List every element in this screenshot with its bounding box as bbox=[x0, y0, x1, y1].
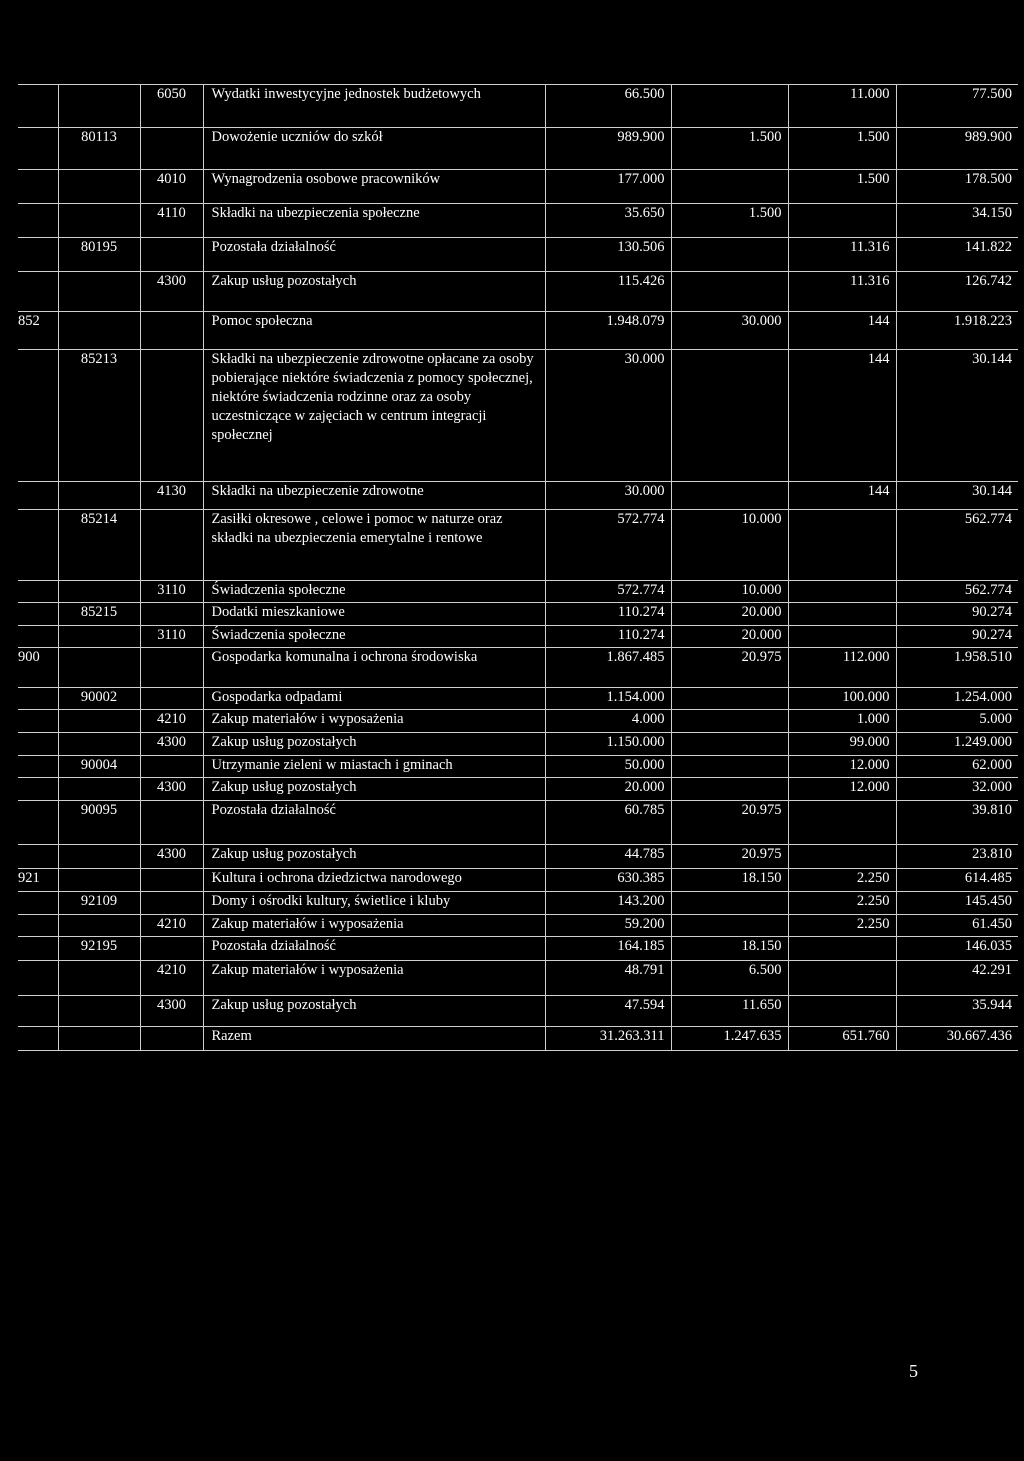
description-cell: Pomoc społeczna bbox=[203, 312, 545, 350]
decrease-cell: 20.000 bbox=[671, 626, 788, 648]
total-cell: 145.450 bbox=[896, 892, 1018, 915]
paragraf-cell bbox=[140, 128, 203, 170]
plan-cell: 630.385 bbox=[545, 869, 671, 892]
decrease-cell bbox=[671, 85, 788, 128]
decrease-cell: 1.500 bbox=[671, 204, 788, 238]
dzial-cell bbox=[18, 733, 58, 756]
total-cell: 178.500 bbox=[896, 170, 1018, 204]
dzial-cell bbox=[18, 915, 58, 937]
rozdzial-cell bbox=[58, 1027, 140, 1051]
rozdzial-cell: 85213 bbox=[58, 350, 140, 482]
description-cell: Świadczenia społeczne bbox=[203, 581, 545, 603]
paragraf-cell bbox=[140, 801, 203, 845]
description-cell: Zasiłki okresowe , celowe i pomoc w naturze oraz składki na ubezpieczenia emerytalne i rentowe bbox=[203, 510, 545, 581]
increase-cell bbox=[788, 204, 896, 238]
dzial-cell bbox=[18, 1027, 58, 1051]
plan-cell: 177.000 bbox=[545, 170, 671, 204]
rozdzial-cell bbox=[58, 312, 140, 350]
decrease-cell: 18.150 bbox=[671, 869, 788, 892]
decrease-cell: 30.000 bbox=[671, 312, 788, 350]
paragraf-cell: 4300 bbox=[140, 778, 203, 801]
plan-cell: 164.185 bbox=[545, 937, 671, 961]
description-cell: Utrzymanie zieleni w miastach i gminach bbox=[203, 756, 545, 778]
dzial-cell bbox=[18, 845, 58, 869]
plan-cell: 60.785 bbox=[545, 801, 671, 845]
increase-cell: 11.316 bbox=[788, 272, 896, 312]
description-cell: Pozostała działalność bbox=[203, 801, 545, 845]
total-cell: 146.035 bbox=[896, 937, 1018, 961]
increase-cell: 144 bbox=[788, 350, 896, 482]
increase-cell: 2.250 bbox=[788, 892, 896, 915]
decrease-cell: 20.000 bbox=[671, 603, 788, 626]
total-cell: 23.810 bbox=[896, 845, 1018, 869]
table-row bbox=[18, 778, 1018, 801]
increase-cell: 112.000 bbox=[788, 648, 896, 688]
table-row bbox=[18, 961, 1018, 996]
description-cell: Wynagrodzenia osobowe pracowników bbox=[203, 170, 545, 204]
table-row bbox=[18, 915, 1018, 937]
increase-cell: 11.000 bbox=[788, 85, 896, 128]
increase-cell: 651.760 bbox=[788, 1027, 896, 1051]
description-cell: Zakup usług pozostałych bbox=[203, 778, 545, 801]
increase-cell: 1.500 bbox=[788, 170, 896, 204]
rozdzial-cell bbox=[58, 482, 140, 510]
plan-cell: 115.426 bbox=[545, 272, 671, 312]
dzial-cell bbox=[18, 85, 58, 128]
description-cell: Razem bbox=[203, 1027, 545, 1051]
table-row bbox=[18, 626, 1018, 648]
rozdzial-cell: 90095 bbox=[58, 801, 140, 845]
dzial-cell bbox=[18, 961, 58, 996]
description-cell: Zakup usług pozostałych bbox=[203, 845, 545, 869]
rozdzial-cell bbox=[58, 996, 140, 1027]
total-cell: 30.144 bbox=[896, 482, 1018, 510]
table-row bbox=[18, 801, 1018, 845]
paragraf-cell bbox=[140, 648, 203, 688]
decrease-cell: 20.975 bbox=[671, 845, 788, 869]
table-row bbox=[18, 688, 1018, 710]
rozdzial-cell bbox=[58, 869, 140, 892]
total-cell: 562.774 bbox=[896, 510, 1018, 581]
table-row bbox=[18, 204, 1018, 238]
description-cell: Kultura i ochrona dziedzictwa narodowego bbox=[203, 869, 545, 892]
table-row bbox=[18, 581, 1018, 603]
description-cell: Zakup usług pozostałych bbox=[203, 272, 545, 312]
description-cell: Pozostała działalność bbox=[203, 937, 545, 961]
plan-cell: 47.594 bbox=[545, 996, 671, 1027]
table-row bbox=[18, 733, 1018, 756]
description-cell: Świadczenia społeczne bbox=[203, 626, 545, 648]
table-row bbox=[18, 869, 1018, 892]
decrease-cell bbox=[671, 710, 788, 733]
increase-cell: 2.250 bbox=[788, 869, 896, 892]
rozdzial-cell bbox=[58, 710, 140, 733]
decrease-cell: 20.975 bbox=[671, 648, 788, 688]
page-number: 5 bbox=[909, 1361, 918, 1381]
rozdzial-cell bbox=[58, 648, 140, 688]
total-cell: 35.944 bbox=[896, 996, 1018, 1027]
dzial-cell bbox=[18, 937, 58, 961]
plan-cell: 1.150.000 bbox=[545, 733, 671, 756]
total-cell: 39.810 bbox=[896, 801, 1018, 845]
table-row bbox=[18, 238, 1018, 272]
increase-cell: 144 bbox=[788, 312, 896, 350]
paragraf-cell: 4300 bbox=[140, 272, 203, 312]
increase-cell bbox=[788, 937, 896, 961]
total-cell: 126.742 bbox=[896, 272, 1018, 312]
table-body bbox=[18, 85, 1018, 1051]
total-cell: 614.485 bbox=[896, 869, 1018, 892]
increase-cell: 99.000 bbox=[788, 733, 896, 756]
rozdzial-cell bbox=[58, 85, 140, 128]
dzial-cell bbox=[18, 801, 58, 845]
increase-cell bbox=[788, 801, 896, 845]
table-row bbox=[18, 1027, 1018, 1051]
table-row bbox=[18, 892, 1018, 915]
increase-cell: 1.000 bbox=[788, 710, 896, 733]
total-cell: 141.822 bbox=[896, 238, 1018, 272]
plan-cell: 30.000 bbox=[545, 482, 671, 510]
plan-cell: 143.200 bbox=[545, 892, 671, 915]
plan-cell: 1.948.079 bbox=[545, 312, 671, 350]
decrease-cell: 10.000 bbox=[671, 510, 788, 581]
paragraf-cell: 4210 bbox=[140, 961, 203, 996]
rozdzial-cell: 85214 bbox=[58, 510, 140, 581]
plan-cell: 35.650 bbox=[545, 204, 671, 238]
paragraf-cell: 4130 bbox=[140, 482, 203, 510]
plan-cell: 20.000 bbox=[545, 778, 671, 801]
paragraf-cell: 4300 bbox=[140, 996, 203, 1027]
paragraf-cell bbox=[140, 510, 203, 581]
paragraf-cell: 3110 bbox=[140, 581, 203, 603]
decrease-cell: 10.000 bbox=[671, 581, 788, 603]
decrease-cell: 11.650 bbox=[671, 996, 788, 1027]
paragraf-cell bbox=[140, 688, 203, 710]
description-cell: Domy i ośrodki kultury, świetlice i kluby bbox=[203, 892, 545, 915]
description-cell: Dodatki mieszkaniowe bbox=[203, 603, 545, 626]
dzial-cell: 900 bbox=[18, 648, 58, 688]
paragraf-cell bbox=[140, 238, 203, 272]
increase-cell: 12.000 bbox=[788, 778, 896, 801]
plan-cell: 66.500 bbox=[545, 85, 671, 128]
total-cell: 562.774 bbox=[896, 581, 1018, 603]
description-cell: Zakup usług pozostałych bbox=[203, 996, 545, 1027]
plan-cell: 31.263.311 bbox=[545, 1027, 671, 1051]
decrease-cell bbox=[671, 733, 788, 756]
table-row bbox=[18, 128, 1018, 170]
table-row bbox=[18, 845, 1018, 869]
total-cell: 989.900 bbox=[896, 128, 1018, 170]
rozdzial-cell: 92195 bbox=[58, 937, 140, 961]
table-row bbox=[18, 996, 1018, 1027]
dzial-cell bbox=[18, 996, 58, 1027]
description-cell: Składki na ubezpieczenie zdrowotne bbox=[203, 482, 545, 510]
plan-cell: 1.154.000 bbox=[545, 688, 671, 710]
paragraf-cell bbox=[140, 1027, 203, 1051]
total-cell: 1.254.000 bbox=[896, 688, 1018, 710]
plan-cell: 50.000 bbox=[545, 756, 671, 778]
rozdzial-cell bbox=[58, 845, 140, 869]
paragraf-cell bbox=[140, 756, 203, 778]
total-cell: 32.000 bbox=[896, 778, 1018, 801]
paragraf-cell: 4300 bbox=[140, 733, 203, 756]
rozdzial-cell bbox=[58, 915, 140, 937]
total-cell: 30.144 bbox=[896, 350, 1018, 482]
paragraf-cell bbox=[140, 350, 203, 482]
increase-cell: 100.000 bbox=[788, 688, 896, 710]
description-cell: Składki na ubezpieczenia społeczne bbox=[203, 204, 545, 238]
rozdzial-cell bbox=[58, 961, 140, 996]
total-cell: 30.667.436 bbox=[896, 1027, 1018, 1051]
table-row bbox=[18, 937, 1018, 961]
dzial-cell bbox=[18, 756, 58, 778]
table-row bbox=[18, 170, 1018, 204]
increase-cell bbox=[788, 626, 896, 648]
dzial-cell bbox=[18, 892, 58, 915]
dzial-cell: 921 bbox=[18, 869, 58, 892]
total-cell: 90.274 bbox=[896, 603, 1018, 626]
dzial-cell bbox=[18, 581, 58, 603]
description-cell: Zakup materiałów i wyposażenia bbox=[203, 961, 545, 996]
plan-cell: 989.900 bbox=[545, 128, 671, 170]
total-cell: 34.150 bbox=[896, 204, 1018, 238]
plan-cell: 44.785 bbox=[545, 845, 671, 869]
decrease-cell bbox=[671, 915, 788, 937]
decrease-cell bbox=[671, 170, 788, 204]
plan-cell: 59.200 bbox=[545, 915, 671, 937]
increase-cell bbox=[788, 603, 896, 626]
decrease-cell bbox=[671, 756, 788, 778]
plan-cell: 48.791 bbox=[545, 961, 671, 996]
increase-cell: 1.500 bbox=[788, 128, 896, 170]
dzial-cell bbox=[18, 626, 58, 648]
increase-cell bbox=[788, 996, 896, 1027]
increase-cell bbox=[788, 510, 896, 581]
plan-cell: 130.506 bbox=[545, 238, 671, 272]
description-cell: Składki na ubezpieczenie zdrowotne opłacane za osoby pobierające niektóre świadczenia z pomocy społecznej, niektóre świadczenia rodzinne oraz za osoby uczestniczące w zajęciach w centrum integracji społecznej bbox=[203, 350, 545, 482]
rozdzial-cell bbox=[58, 170, 140, 204]
plan-cell: 30.000 bbox=[545, 350, 671, 482]
total-cell: 77.500 bbox=[896, 85, 1018, 128]
dzial-cell bbox=[18, 128, 58, 170]
table-row bbox=[18, 482, 1018, 510]
increase-cell: 12.000 bbox=[788, 756, 896, 778]
decrease-cell bbox=[671, 238, 788, 272]
paragraf-cell bbox=[140, 869, 203, 892]
plan-cell: 110.274 bbox=[545, 626, 671, 648]
rozdzial-cell: 80195 bbox=[58, 238, 140, 272]
decrease-cell: 6.500 bbox=[671, 961, 788, 996]
increase-cell bbox=[788, 961, 896, 996]
paragraf-cell: 6050 bbox=[140, 85, 203, 128]
dzial-cell bbox=[18, 170, 58, 204]
description-cell: Dowożenie uczniów do szkół bbox=[203, 128, 545, 170]
decrease-cell bbox=[671, 688, 788, 710]
paragraf-cell: 4010 bbox=[140, 170, 203, 204]
paragraf-cell: 4110 bbox=[140, 204, 203, 238]
total-cell: 62.000 bbox=[896, 756, 1018, 778]
decrease-cell: 1.500 bbox=[671, 128, 788, 170]
dzial-cell bbox=[18, 204, 58, 238]
plan-cell: 572.774 bbox=[545, 581, 671, 603]
decrease-cell bbox=[671, 482, 788, 510]
dzial-cell bbox=[18, 710, 58, 733]
table-row bbox=[18, 756, 1018, 778]
decrease-cell: 20.975 bbox=[671, 801, 788, 845]
rozdzial-cell: 80113 bbox=[58, 128, 140, 170]
dzial-cell bbox=[18, 482, 58, 510]
rozdzial-cell bbox=[58, 626, 140, 648]
decrease-cell bbox=[671, 892, 788, 915]
dzial-cell bbox=[18, 603, 58, 626]
total-cell: 1.918.223 bbox=[896, 312, 1018, 350]
total-cell: 42.291 bbox=[896, 961, 1018, 996]
paragraf-cell bbox=[140, 937, 203, 961]
paragraf-cell bbox=[140, 892, 203, 915]
plan-cell: 572.774 bbox=[545, 510, 671, 581]
table-row bbox=[18, 350, 1018, 482]
dzial-cell bbox=[18, 238, 58, 272]
total-cell: 1.249.000 bbox=[896, 733, 1018, 756]
plan-cell: 1.867.485 bbox=[545, 648, 671, 688]
rozdzial-cell bbox=[58, 204, 140, 238]
dzial-cell bbox=[18, 778, 58, 801]
total-cell: 5.000 bbox=[896, 710, 1018, 733]
decrease-cell: 18.150 bbox=[671, 937, 788, 961]
dzial-cell bbox=[18, 272, 58, 312]
paragraf-cell: 4210 bbox=[140, 710, 203, 733]
decrease-cell: 1.247.635 bbox=[671, 1027, 788, 1051]
decrease-cell bbox=[671, 778, 788, 801]
plan-cell: 110.274 bbox=[545, 603, 671, 626]
rozdzial-cell: 92109 bbox=[58, 892, 140, 915]
rozdzial-cell: 85215 bbox=[58, 603, 140, 626]
rozdzial-cell bbox=[58, 272, 140, 312]
paragraf-cell: 3110 bbox=[140, 626, 203, 648]
total-cell: 61.450 bbox=[896, 915, 1018, 937]
increase-cell bbox=[788, 581, 896, 603]
dzial-cell bbox=[18, 350, 58, 482]
plan-cell: 4.000 bbox=[545, 710, 671, 733]
paragraf-cell: 4210 bbox=[140, 915, 203, 937]
decrease-cell bbox=[671, 350, 788, 482]
paragraf-cell: 4300 bbox=[140, 845, 203, 869]
table-row bbox=[18, 510, 1018, 581]
increase-cell: 144 bbox=[788, 482, 896, 510]
increase-cell: 2.250 bbox=[788, 915, 896, 937]
budget-table bbox=[18, 84, 1018, 1051]
description-cell: Zakup usług pozostałych bbox=[203, 733, 545, 756]
description-cell: Gospodarka komunalna i ochrona środowiska bbox=[203, 648, 545, 688]
dzial-cell bbox=[18, 688, 58, 710]
increase-cell bbox=[788, 845, 896, 869]
decrease-cell bbox=[671, 272, 788, 312]
table-row bbox=[18, 648, 1018, 688]
dzial-cell: 852 bbox=[18, 312, 58, 350]
description-cell: Gospodarka odpadami bbox=[203, 688, 545, 710]
table-row bbox=[18, 272, 1018, 312]
rozdzial-cell: 90004 bbox=[58, 756, 140, 778]
table-row bbox=[18, 710, 1018, 733]
rozdzial-cell: 90002 bbox=[58, 688, 140, 710]
paragraf-cell bbox=[140, 312, 203, 350]
description-cell: Wydatki inwestycyjne jednostek budżetowych bbox=[203, 85, 545, 128]
table-row bbox=[18, 603, 1018, 626]
increase-cell: 11.316 bbox=[788, 238, 896, 272]
total-cell: 90.274 bbox=[896, 626, 1018, 648]
description-cell: Zakup materiałów i wyposażenia bbox=[203, 710, 545, 733]
dzial-cell bbox=[18, 510, 58, 581]
total-cell: 1.958.510 bbox=[896, 648, 1018, 688]
rozdzial-cell bbox=[58, 778, 140, 801]
rozdzial-cell bbox=[58, 733, 140, 756]
table-row bbox=[18, 312, 1018, 350]
paragraf-cell bbox=[140, 603, 203, 626]
rozdzial-cell bbox=[58, 581, 140, 603]
description-cell: Pozostała działalność bbox=[203, 238, 545, 272]
table-row bbox=[18, 85, 1018, 128]
description-cell: Zakup materiałów i wyposażenia bbox=[203, 915, 545, 937]
